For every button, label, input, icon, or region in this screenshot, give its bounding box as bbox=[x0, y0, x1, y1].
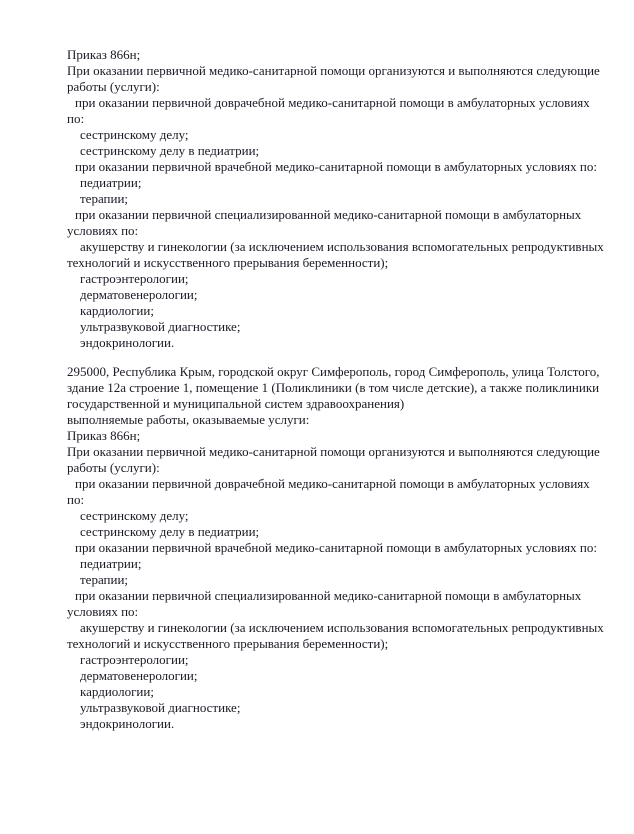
text-line: по: bbox=[67, 111, 85, 126]
text-line: при оказании первичной врачебной медико-санитарной помощи в амбулаторных условиях по: bbox=[75, 159, 597, 174]
text-line: работы (услуги): bbox=[67, 79, 160, 94]
text-line: при оказании первичной доврачебной медико-санитарной помощи в амбулаторных условиях bbox=[75, 476, 590, 491]
text-line: При оказании первичной медико-санитарной помощи организуются и выполняются следующие bbox=[67, 444, 600, 459]
text-line: При оказании первичной медико-санитарной помощи организуются и выполняются следующие bbox=[67, 63, 600, 78]
text-line: дерматовенерологии; bbox=[80, 668, 198, 683]
text-line: при оказании первичной специализированной медико-санитарной помощи в амбулаторных bbox=[75, 588, 582, 603]
text-line: кардиологии; bbox=[80, 303, 154, 318]
text-line: терапии; bbox=[80, 572, 129, 587]
text-line: ультразвуковой диагностике; bbox=[80, 700, 241, 715]
text-line: 295000, Республика Крым, городской округ Симферополь, город Симферополь, улица Толстого, bbox=[67, 364, 600, 379]
text-line: сестринскому делу в педиатрии; bbox=[80, 524, 260, 539]
text-line: выполняемые работы, оказываемые услуги: bbox=[67, 412, 310, 427]
text-line: сестринскому делу; bbox=[80, 127, 189, 142]
text-line: условиях по: bbox=[67, 223, 139, 238]
text-line: Приказ 866н; bbox=[67, 428, 141, 443]
text-line: технологий и искусственного прерывания беременности); bbox=[67, 255, 389, 270]
text-line: при оказании первичной врачебной медико-санитарной помощи в амбулаторных условиях по: bbox=[75, 540, 597, 555]
text-line: акушерству и гинекологии (за исключением использования вспомогательных репродуктивных bbox=[80, 620, 604, 635]
text-line: эндокринологии. bbox=[80, 335, 175, 350]
text-line: сестринскому делу в педиатрии; bbox=[80, 143, 260, 158]
text-line: по: bbox=[67, 492, 85, 507]
address-works-services-block-2 bbox=[67, 364, 612, 732]
text-line: гастроэнтерологии; bbox=[80, 652, 189, 667]
works-services-block-1 bbox=[67, 47, 612, 351]
license-works-text bbox=[67, 47, 612, 732]
text-line: при оказании первичной специализированной медико-санитарной помощи в амбулаторных bbox=[75, 207, 582, 222]
text-line: педиатрии; bbox=[80, 556, 142, 571]
text-line: условиях по: bbox=[67, 604, 139, 619]
text-line: ультразвуковой диагностике; bbox=[80, 319, 241, 334]
text-line: акушерству и гинекологии (за исключением использования вспомогательных репродуктивных bbox=[80, 239, 604, 254]
text-line: кардиологии; bbox=[80, 684, 154, 699]
text-line: терапии; bbox=[80, 191, 129, 206]
text-line: работы (услуги): bbox=[67, 460, 160, 475]
text-line: гастроэнтерологии; bbox=[80, 271, 189, 286]
text-line: педиатрии; bbox=[80, 175, 142, 190]
text-line: сестринскому делу; bbox=[80, 508, 189, 523]
text-line: здание 12а строение 1, помещение 1 (Поликлиники (в том числе детские), а также поликлиники bbox=[67, 380, 600, 395]
text-line: дерматовенерологии; bbox=[80, 287, 198, 302]
text-line: технологий и искусственного прерывания беременности); bbox=[67, 636, 389, 651]
text-line: эндокринологии. bbox=[80, 716, 175, 731]
text-line: Приказ 866н; bbox=[67, 47, 141, 62]
text-line: при оказании первичной доврачебной медико-санитарной помощи в амбулаторных условиях bbox=[75, 95, 590, 110]
text-line: государственной и муниципальной систем здравоохранения) bbox=[67, 396, 405, 411]
